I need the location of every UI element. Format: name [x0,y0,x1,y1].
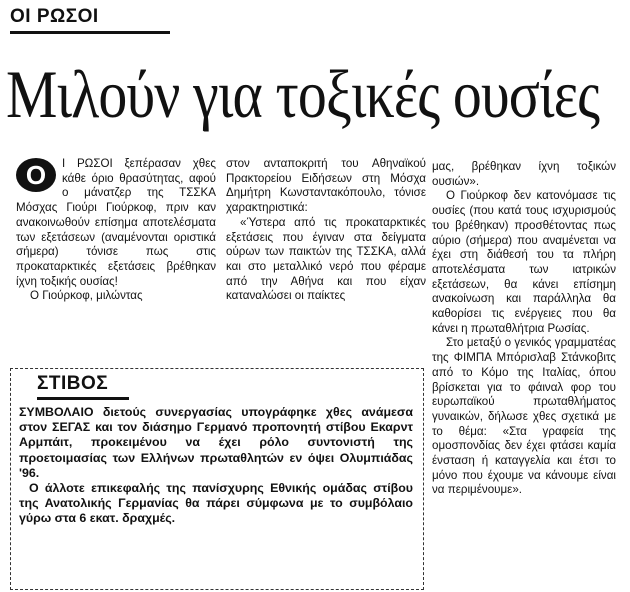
article-paragraph: Στο μεταξύ ο γενικός γραμματέας της ΦΙΜΠΑ Μπόρισλαβ Στάνκοβιτς από το Κόμο της Ιταλίας, όπου βρίσκεται για το φάιναλ φορ του ευρωπαϊκού πρωταθλήματος γυναικών, δήλωσε χθες σχετικά με το θέμα: «Στα γραφεία της ομοσπονδίας δεν έχει φτάσει καμία ένσταση ή καταγγελία και έτσι το μόνο που έχουμε να κάνουμε είναι να περιμένουμε». [432,336,616,497]
article-paragraph: «Ύστερα από τις προκαταρκτικές εξετάσεις που έγιναν στα δείγματα ούρων των παικτών της ΤΣΣΚΑ, αλλά και στο μεταλλικό νερό που φέραμε από την Αθήνα και που είχαν καταναλώσει οι παίκτες [226,215,426,303]
article-paragraph: στον ανταποκριτή του Αθηναϊκού Πρακτορείου Ειδήσεων στη Μόσχα Δημήτρη Κωνσταντακόπουλο, τόνισε χαρακτηριστικά: [226,157,426,215]
article-column-3 [432,160,616,498]
article-paragraph: Ο Γιούρκοφ, μιλώντας [30,289,143,303]
drop-cap: Ο [16,158,56,192]
headline: Μιλούν για τοξικές ουσίες [6,56,600,132]
article-column-1 [16,157,216,304]
sidebar-paragraph: Ο άλλοτε επικεφαλής της πανίσχυρης Εθνικής ομάδας στίβου της Ανατολικής Γερμανίας θα πάρει σύμφωνα με το συμβόλαιο γύρω στα 6 εκατ. δραχμές. [19,481,413,526]
article-paragraph: Ο Γιούρκοφ δεν κατονόμασε τις ουσίες (που κατά τους ισχυρισμούς του βρέθηκαν) προσθέτοντας πως αύριο (σήμερα) που αναμένεται να έχει στη διάθεσή του τα πλήρη αποτελέσματα των ιατρικών εξετάσεων, θα κάνει επίσημη ανακοίνωση και παράλληλα θα καθορίσει τις ενέργειες που θα κάνει η πρωταθλήτρια Ρωσίας. [432,189,616,335]
article-paragraph: μας, βρέθηκαν ίχνη τοξικών ουσιών». [432,160,616,188]
section-kicker: ΟΙ ΡΩΣΟΙ [10,6,170,34]
sidebar-paragraph: ΣΥΜΒΟΛΑΙΟ διετούς συνεργασίας υπογράφηκε χθες ανάμεσα στον ΣΕΓΑΣ και τον διάσημο Γερμανό προπονητή στίβου Εκαρντ Αρμπάιτ, προκειμένου να έχει ρόλο συντονιστή της προετοιμασίας των Ελλήνων πρωταθλητών εν όψει Ολυμπιάδας '96. [19,405,413,480]
sidebar-title: ΣΤΙΒΟΣ [37,373,129,400]
article-paragraph: Ο Ι ΡΩΣΟΙ ξεπέρασαν χθες κάθε όριο θρασύτητας, αφού ο μάνατζερ της ΤΣΣΚΑ Μόσχας Γιούρι Γιούρκοφ, πριν καν ανακοινωθούν επίσημα αποτελέσματα των εξετάσεων (αναμένονται οριστικά σήμερα) τόνισε πως στις προκαταρκτικές εξετάσεις βρέθηκαν ίχνη τοξικής ουσίας! [16,157,216,288]
article-column-2 [226,157,426,304]
sidebar-box [10,368,424,590]
